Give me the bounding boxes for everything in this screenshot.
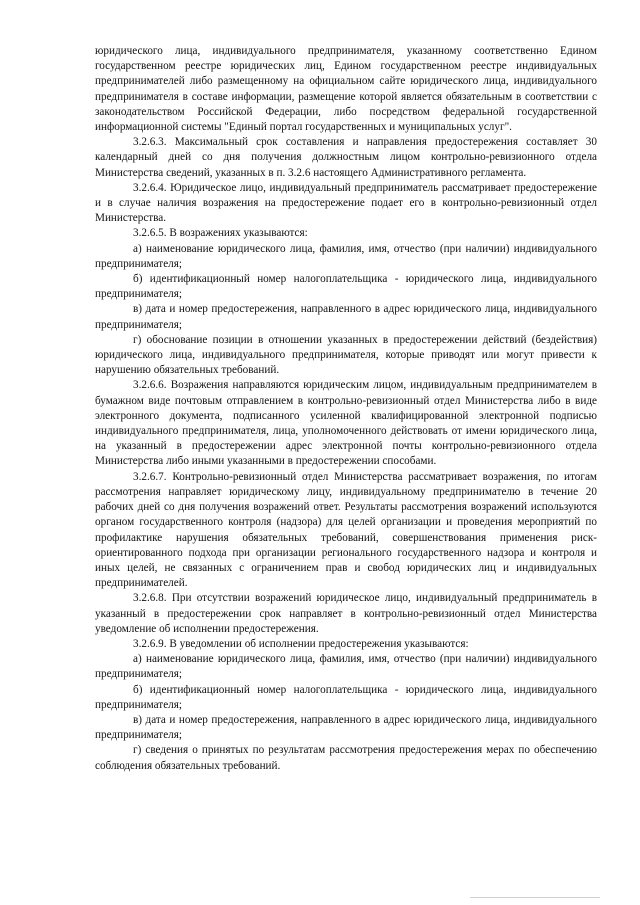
paragraph-3-2-6-5: 3.2.6.5. В возражениях указываются: xyxy=(133,227,308,240)
document-page xyxy=(95,44,597,774)
paragraph-3-2-6-4: 3.2.6.4. Юридическое лицо, индивидуальный предприниматель рассматривает предостережение и в случае наличия возражения на предостережение подает его в контрольно-ревизионный отдел Министерства. xyxy=(95,181,597,225)
list-item-b: б) идентификационный номер налогоплательщика - юридического лица, индивидуального предпринимателя; xyxy=(95,273,597,301)
list-item-a-2: а) наименование юридического лица, фамилия, имя, отчество (при наличии) индивидуального предпринимателя; xyxy=(95,653,597,681)
list-item-a: а) наименование юридического лица, фамилия, имя, отчество (при наличии) индивидуального предпринимателя; xyxy=(95,242,597,270)
list-item-b-2: б) идентификационный номер налогоплательщика - юридического лица, индивидуального предпринимателя; xyxy=(95,683,597,711)
paragraph-3-2-6-9: 3.2.6.9. В уведомлении об исполнении предостережения указываются: xyxy=(133,637,469,650)
paragraph-3-2-6-8: 3.2.6.8. При отсутствии возражений юридическое лицо, индивидуальный предприниматель в указанный в предостережении срок направляет в контрольно-ревизионный отдел Министерства уведомление об исполнении предостережения. xyxy=(95,592,597,635)
list-item-v: в) дата и номер предостережения, направленного в адрес юридического лица, индивидуального предпринимателя; xyxy=(95,303,597,331)
list-item-g-2: г) сведения о принятых по результатам рассмотрения предостережения мерах по обеспечению соблюдения обязательных требований. xyxy=(95,744,597,772)
footer-divider xyxy=(470,897,600,898)
paragraph-3-2-6-3: 3.2.6.3. Максимальный срок составления и направления предостережения составляет 30 календарный дней со дня получения должностным лицом контрольно-ревизионного отдела Министерства сведений, указанных в п. 3.2.6 настоящего Административного регламента. xyxy=(95,136,597,179)
paragraph-continuation: юридического лица, индивидуального предпринимателя, указанному соответственно Едином государственном реестре юридических лиц, Едином государственном реестре индивидуальных предпринимателей либо размещенному на официальном сайте юридического лица, индивидуального предпринимателя в составе информации, размещение которой является обязательным в соответствии с законодательством Российской Федерации, либо посредством федеральной государственной информационной системы "Единый портал государственных и муниципальных услуг". xyxy=(95,45,597,134)
paragraph-3-2-6-6: 3.2.6.6. Возражения направляются юридическим лицом, индивидуальным предпринимателем в бумажном виде почтовым отправлением в контрольно-ревизионный отдел Министерства либо в виде электронного документа, подписанного усиленной квалифицированной электронной подписью индивидуального предпринимателя, лица, уполномоченного действовать от имени юридического лица, на указанный в предостережении адрес электронной почты контрольно-ревизионного отдела Министерства либо иными указанными в предостережении способами. xyxy=(95,379,597,468)
paragraph-3-2-6-7: 3.2.6.7. Контрольно-ревизионный отдел Министерства рассматривает возражения, по итогам рассмотрения направляет юридическому лицу, индивидуальному предпринимателю в течение 20 рабочих дней со дня получения возражений ответ. Результаты рассмотрения возражений используются органом государственного контроля (надзора) для целей организации и проведения мероприятий по профилактике нарушения обязательных требований, совершенствования применения риск-ориентированного подхода при организации регионального государственного надзора и контроля и иных целей, не связанных с ограничением прав и свобод юридических лиц и индивидуальных предпринимателей. xyxy=(95,470,597,590)
list-item-g: г) обоснование позиции в отношении указанных в предостережении действий (бездействия) юридического лица, индивидуального предпринимателя, которые приводят или могут привести к нарушению обязательных требований. xyxy=(95,333,597,377)
list-item-v-2: в) дата и номер предостережения, направленного в адрес юридического лица, индивидуального предпринимателя; xyxy=(95,713,597,742)
